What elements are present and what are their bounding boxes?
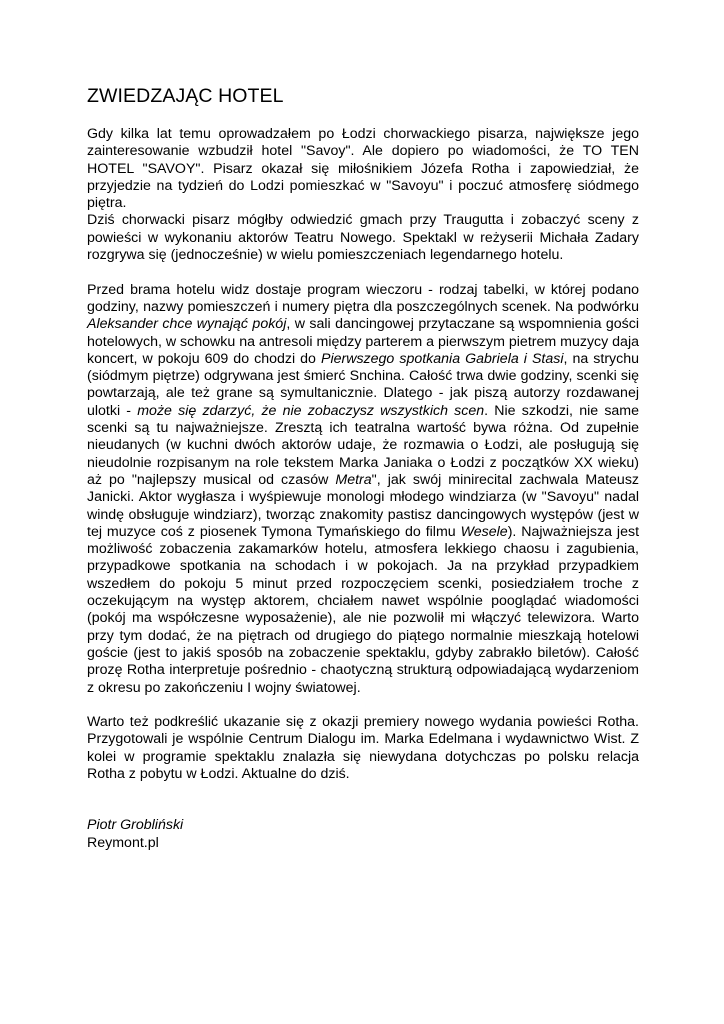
text-run: , w sali dancingowej przytaczane są wspomnienia gości hotelowych, w schowku na antresoli między parterem a pierwszym pietrem muzycy daja koncert, w pokoju 609 do chodzi do bbox=[87, 316, 639, 367]
italic-film-title: Metra bbox=[335, 471, 372, 488]
source-name: Reymont.pl bbox=[87, 834, 159, 851]
italic-film-title: Wesele bbox=[460, 523, 508, 540]
italic-quote: może się zdarzyć, że nie zobaczysz wszystkich scen bbox=[137, 402, 485, 419]
paragraph-spacer bbox=[87, 264, 639, 281]
paragraph-program bbox=[87, 282, 639, 697]
paragraph-chorwacki: Dziś chorwacki pisarz mógłby odwiedzić gmach przy Traugutta i zobaczyć sceny z powieści w wykonaniu aktorów Teatru Nowego. Spektakl w reżyserii Michała Zadary rozgrywa się (jednocześnie) w wielu pomieszczeniach legendarnego hotelu. bbox=[87, 212, 639, 264]
paragraph-spacer bbox=[87, 697, 639, 714]
text-run: , na strychu (siódmym piętrze) odgrywana jest śmierć Snchina. Całość trwa dwie godziny, scenki się powtarzają, ale też grane są symultanicznie. Dlatego - jak piszą autorzy rozdawanej ulotki - bbox=[87, 350, 640, 419]
author-name-italic: Piotr Grobliński bbox=[87, 817, 184, 834]
author-name bbox=[87, 817, 639, 834]
text-run: . Nie szkodzi, nie same scenki są tu najważniejsze. Zresztą ich teatralna wartość bywa różna. Od zupełnie nieudanych (w kuchni dwóch aktorów udaje, że rozmawia o Łodzi, ale posługują się nieudolnie rozpisanym na role tekstem Marka Janiaka o Łodzi z początków XX wieku) aż po "najlepszy musical od czasów bbox=[87, 402, 640, 488]
text-run: ). Najważniejsza jest możliwość zobaczenia zakamarków hotelu, atmosfera lekkiego chaosu i zagubienia, przypadkowe spotkania na schodach i w pokojach. Ja na przykład przypadkiem wszedłem do pokoju 5 minut przed rozpoczęciem scenki, posiedziałem troche z oczekującym na występ aktorem, chciałem nawet wspólnie pooglądać wiadomości (pokój ma współczesne wyposażenie), ale nie pozwolił mi włączyć telewizora. Warto przy tym dodać, że na piętrach od drugiego do piątego normalnie mieszkają hotelowi goście (jest to jakiś sposób na zobaczenie spektaklu, gdyby zabrakło biletów). Całość prozę Rotha interpretuje pośrednio - chaotyczną strukturą odpowiadającą wydarzeniom z okresu po zakończeniu I wojny światowej. bbox=[87, 523, 640, 696]
document-page bbox=[87, 84, 639, 852]
article-title: ZWIEDZAJĄC HOTEL bbox=[87, 85, 284, 107]
text-run: Przed brama hotelu widz dostaje program wieczoru - rodzaj tabelki, w której podano godziny, nazwy pomieszczeń i numery piętra dla poszczególnych scenek. Na podwórku bbox=[87, 281, 639, 315]
signature-spacer bbox=[87, 783, 639, 817]
text-run: ", jak swój minirecital zachwala Mateusz Janicki. Aktor wygłasza i wyśpiewuje monologi młodego windziarza (w "Savoyu" nadal windę obsługuje windziarz), tworząc znakomity pastisz dancingowych występów (jest w tej muzyce coś z piosenek Tymona Tymańskiego do filmu bbox=[87, 471, 640, 540]
paragraph-intro: Gdy kilka lat temu oprowadzałem po Łodzi chorwackiego pisarza, największe jego zainteresowanie wzbudził hotel "Savoy". Ale dopiero po wiadomości, że TO TEN HOTEL "SAVOY". Pisarz okazał się miłośnikiem Józefa Rotha i zapowiedział, że przyjedzie na tydzień do Lodzi pomieszkać w "Savoyu" i poczuć atmosferę siódmego piętra. bbox=[87, 126, 639, 212]
italic-scene-title: Aleksander chce wynająć pokój bbox=[87, 316, 287, 333]
italic-scene-title: Pierwszego spotkania Gabriela i Stasi bbox=[320, 350, 564, 367]
paragraph-edition: Warto też podkreślić ukazanie się z okazji premiery nowego wydania powieści Rotha. Przygotowali je wspólnie Centrum Dialogu im. Marka Edelmana i wydawnictwo Wist. Z kolei w programie spektaklu znalazła się niewydana dotychczas po polsku relacja Rotha z pobytu w Łodzi. Aktualne do dziś. bbox=[87, 714, 639, 782]
